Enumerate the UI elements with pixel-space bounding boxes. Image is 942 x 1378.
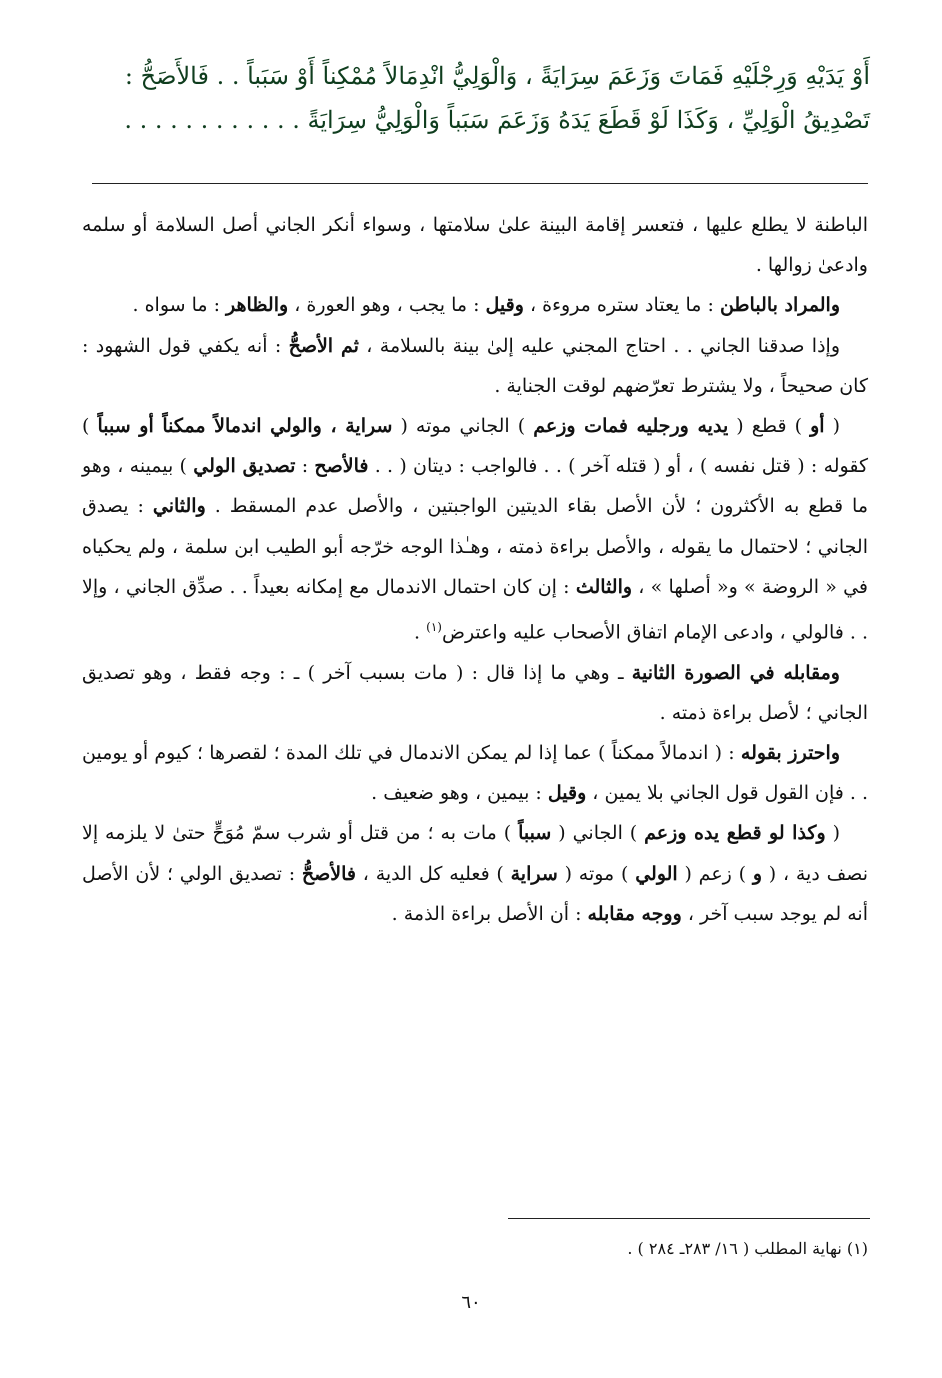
text-run: ( <box>824 415 841 438</box>
paragraph-6 <box>82 733 868 813</box>
text-run: ) زعم ( <box>677 862 753 885</box>
matn-text <box>80 54 870 142</box>
text-run: : يصدق الجاني ؛ لاحتمال ما يقوله ، والأصل براءة ذمته ، وهـٰذا الوجه خرّجه أبو الطيب ابن سلمة ، ولم يحكياه في « الروضة » و« أصلها » ، <box>82 495 868 598</box>
bold-term: تصديق الولي <box>193 455 296 478</box>
bold-term: وقيل <box>485 294 524 317</box>
text-run: ) الجاني ( <box>551 822 645 845</box>
text-run: ) كقوله : ( قتل نفسه ) ، أو ( قتله آخر ) . . فالواجب : ديتان ( . . <box>82 415 869 478</box>
bold-term: واحترز بقوله <box>740 741 840 764</box>
footnote: (١) نهاية المطلب ( ١٦/ ٢٨٣ـ ٢٨٤ ) . <box>627 1239 868 1258</box>
text-run: وإذا صدقنا الجاني . . احتاج المجني عليه إلىٰ بينة بالسلامة ، <box>358 334 840 357</box>
matn-line-2: تَصْدِيقُ الْوَلِيِّ ، وَكَذَا لَوْ قَطَعَ يَدَهُ وَزَعَمَ سَبَباً وَالْوَلِيُّ سِرَايَةً . . . . . . . . . . . . <box>124 106 870 134</box>
text-run: ) قطع ( <box>728 415 811 438</box>
text-run: ـ وهي ما إذا قال : ( مات بسبب آخر ) ـ : وجه فقط ، وهو تصديق الجاني ؛ لأصل براءة ذمته . <box>82 661 868 724</box>
text-run: ( <box>825 822 841 845</box>
bold-term: سبباً <box>518 822 552 845</box>
bold-term: يديه ورجليه فمات وزعم <box>533 415 729 438</box>
bold-term: والظاهر <box>226 294 289 317</box>
bold-term: ومقابله في الصورة الثانية <box>631 661 840 684</box>
paragraph-2 <box>82 285 868 325</box>
text-run: ) موته ( <box>557 862 636 885</box>
footnote-separator <box>508 1218 870 1219</box>
bold-term: ثم الأصحُّ <box>288 334 359 357</box>
paragraph-3 <box>82 326 868 406</box>
bold-term: سراية ، والولي اندمالاً ممكناً أو سبباً <box>97 415 393 438</box>
sharh-text <box>82 205 868 934</box>
bold-term: وقيل <box>547 782 587 805</box>
paragraph-5 <box>82 653 868 733</box>
paragraph-4 <box>82 406 868 653</box>
matn-separator <box>92 183 868 184</box>
bold-term: الولي <box>635 862 678 885</box>
paragraph-1: الباطنة لا يطلع عليها ، فتعسر إقامة البينة علىٰ سلامتها ، وسواء أنكر الجاني أصل السلامة أو سلمه وادعىٰ زوالها . <box>82 214 868 277</box>
bold-term: فالأصحُّ <box>301 862 357 885</box>
text-run: ) فعليه كل الدية ، <box>356 862 511 885</box>
bold-term: أو <box>810 415 825 438</box>
footnote-ref[interactable]: (١) <box>426 620 442 635</box>
bold-term: سراية <box>510 862 558 885</box>
bold-term: والثاني <box>152 495 206 518</box>
text-run: . <box>414 621 427 644</box>
bold-term: والمراد بالباطن <box>719 294 840 317</box>
text-run: : أن الأصل براءة الذمة . <box>391 902 588 925</box>
matn-line-1: أَوْ يَدَيْهِ وَرِجْلَيْهِ فَمَاتَ وَزَعَمَ سِرَايَةً ، وَالْوَلِيُّ انْدِمَالاً مُمْكِناً أَوْ سَبَباً . . فَالأَصَحُّ : <box>124 62 870 90</box>
bold-term: فالأصح <box>314 455 369 478</box>
page-number: ٦٠ <box>461 1292 481 1313</box>
text-run: ) مات به ؛ من قتل أو شرب سمّ مُوَحٍّ حتىٰ لا يلزمه إلا نصف دية ، ( <box>82 822 869 885</box>
text-run: : تصديق الولي ؛ لأن الأصل أنه لم يوجد سبب آخر ، <box>82 862 868 925</box>
text-run: : ما سواه . <box>132 294 227 317</box>
bold-term: و <box>752 862 762 885</box>
text-run: : ( اندمالاً ممكناً ) عما إذا لم يمكن الاندمال في تلك المدة ؛ لقصرها ؛ كيوم أو يومين . . فإن القول قول الجاني بلا يمين ، <box>82 741 868 805</box>
text-run: : بيمين ، وهو ضعيف . <box>371 782 548 805</box>
bold-term: والثالث <box>575 575 633 598</box>
paragraph-7 <box>82 813 868 934</box>
text-run: : <box>295 455 315 478</box>
text-run: : ما يجب ، وهو العورة ، <box>288 294 486 317</box>
text-run: ) الجاني موته ( <box>392 415 534 438</box>
text-run: : ما يعتاد ستره مروءة ، <box>523 294 720 317</box>
text-run: : إن كان احتمال الاندمال مع إمكانه بعيداً . . صدِّق الجاني ، وإلا . . فالولي ، وادعى الإمام اتفاق الأصحاب عليه واعترض <box>82 575 868 644</box>
bold-term: وكذا لو قطع يده وزعم <box>644 822 826 845</box>
bold-term: ووجه مقابله <box>587 902 682 925</box>
text-run: ) بيمينه ، وهو ما قطع به الأكثرون ؛ لأن الأصل بقاء الديتين الواجبتين ، والأصل عدم المسقط . <box>82 455 868 518</box>
text-run: : أنه يكفي قول الشهود : كان صحيحاً ، ولا يشترط تعرّضهم لوقت الجناية . <box>82 334 868 397</box>
